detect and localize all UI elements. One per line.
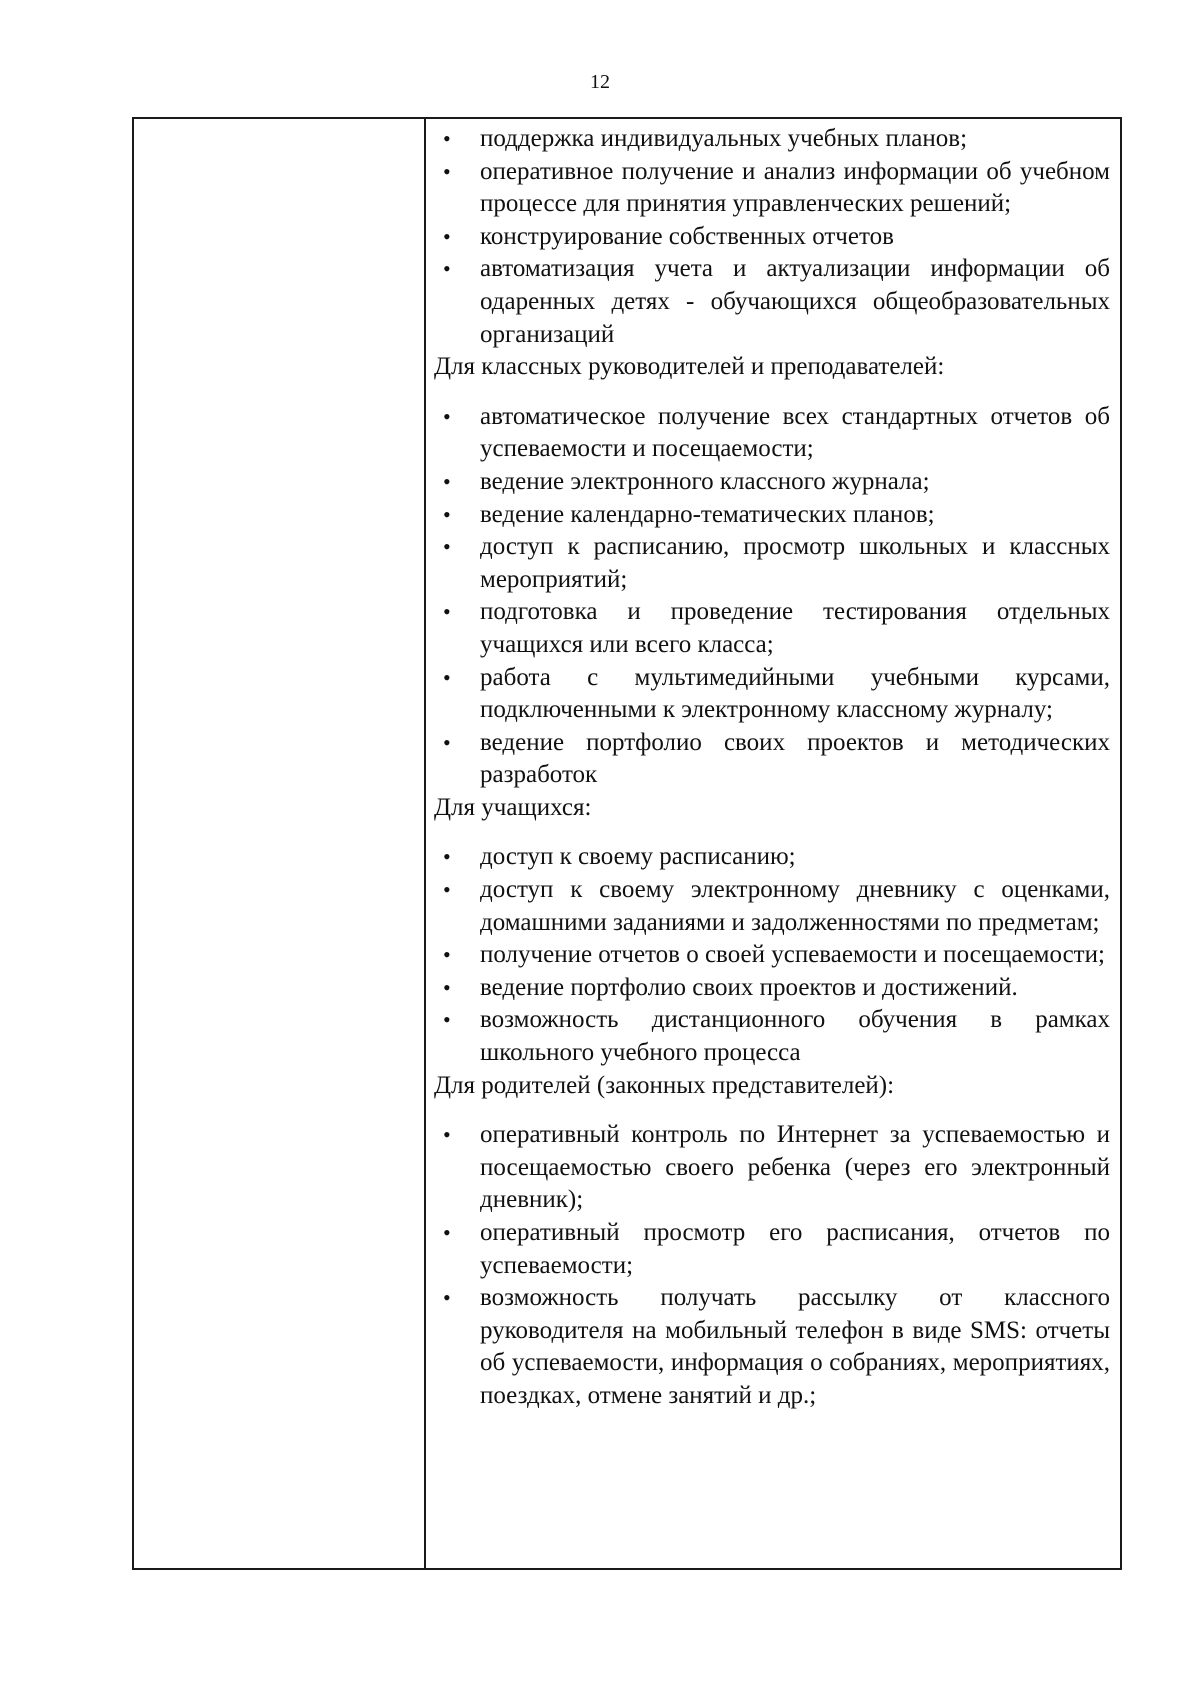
bullet-icon: • — [443, 1285, 451, 1311]
list-item-text: поддержка индивидуальных учебных планов; — [480, 125, 968, 152]
bullet-icon: • — [443, 468, 451, 494]
bullet-icon: • — [443, 664, 451, 690]
bullet-icon: • — [443, 942, 451, 968]
list-item — [434, 156, 1110, 221]
list-item-text: автоматическое получение всех стандартных отчетов об успеваемости и посещаемости; — [480, 402, 1110, 463]
bullet-list — [434, 1119, 1110, 1412]
bullet-list — [434, 123, 1110, 351]
list-item — [434, 466, 1110, 499]
list-item-text: ведение электронного классного журнала; — [480, 467, 930, 495]
list-item-text: ведение календарно-тематических планов; — [480, 500, 935, 528]
list-item — [434, 1119, 1110, 1217]
bullet-icon: • — [443, 534, 451, 560]
bullet-icon: • — [443, 844, 451, 870]
bullet-icon: • — [443, 403, 451, 429]
bullet-icon: • — [443, 599, 451, 625]
bullet-icon: • — [443, 1220, 451, 1245]
list-item — [434, 1217, 1110, 1282]
list-item — [434, 939, 1110, 972]
list-item — [434, 1282, 1110, 1412]
list-item — [434, 662, 1110, 727]
section-title: Для учащихся: — [434, 793, 592, 821]
list-item-text: ведение портфолио своих проектов и методических разработок — [480, 728, 1110, 789]
list-item — [434, 401, 1110, 466]
bullet-icon: • — [443, 1122, 451, 1148]
list-item — [434, 253, 1110, 351]
list-item — [434, 596, 1110, 661]
list-item-text: доступ к расписанию, просмотр школьных и классных мероприятий; — [480, 533, 1110, 593]
bullet-icon: • — [443, 126, 451, 151]
list-item-text: работа с мультимедийными учебными курсами, подключенными к электронному классному журналу; — [480, 663, 1110, 724]
list-item-text: доступ к своему электронному дневнику с оценками, домашними заданиями и задолженностями по предметам; — [480, 876, 1110, 936]
list-item-text: возможность дистанционного обучения в рамках школьного учебного процесса — [480, 1006, 1110, 1067]
list-item — [434, 531, 1110, 596]
bullet-icon: • — [443, 256, 451, 282]
document-table — [132, 117, 1122, 1570]
list-item-text: оперативное получение и анализ информации об учебном процессе для принятия управленческих решений; — [480, 157, 1110, 218]
bullet-icon: • — [443, 223, 451, 249]
list-item-text: конструирование собственных отчетов — [480, 222, 894, 250]
bullet-list — [434, 841, 1110, 1069]
bullet-icon: • — [443, 974, 451, 1000]
table-right-cell — [426, 119, 1120, 1568]
table-left-cell — [134, 119, 426, 1568]
page-number: 12 — [590, 71, 610, 93]
section-title: Для классных руководителей и преподавателей: — [434, 353, 945, 381]
list-item-text: возможность получать рассылку от классного руководителя на мобильный телефон в виде SMS: отчеты об успеваемости, информация о собраниях, мероприятиях, поездках, отмене занятий и др.; — [480, 1284, 1110, 1409]
list-item — [434, 123, 1110, 156]
bullet-icon: • — [443, 501, 451, 527]
list-item-text: доступ к своему расписанию; — [480, 843, 796, 871]
list-item-text: получение отчетов о своей успеваемости и посещаемости; — [480, 941, 1105, 969]
list-item — [434, 841, 1110, 874]
list-item-text: автоматизация учета и актуализации информации об одаренных детях - обучающихся общеобразовательных организаций — [480, 255, 1110, 348]
bullet-icon: • — [443, 1007, 451, 1033]
list-item-text: подготовка и проведение тестирования отдельных учащихся или всего класса; — [480, 598, 1110, 658]
list-item — [434, 874, 1110, 939]
list-item — [434, 499, 1110, 532]
list-item-text: оперативный контроль по Интернет за успеваемостью и посещаемостью своего ребенка (через его электронный дневник); — [480, 1121, 1110, 1214]
bullet-icon: • — [443, 877, 451, 903]
bullet-icon: • — [443, 158, 451, 184]
list-item-text: ведение портфолио своих проектов и достижений. — [480, 973, 1018, 1001]
list-item — [434, 221, 1110, 254]
list-item — [434, 727, 1110, 792]
bullet-list — [434, 401, 1110, 792]
section-title: Для родителей (законных представителей): — [434, 1071, 895, 1099]
list-item — [434, 1004, 1110, 1069]
list-item-text: оперативный просмотр его расписания, отчетов по успеваемости; — [480, 1219, 1110, 1279]
list-item — [434, 972, 1110, 1005]
bullet-icon: • — [443, 729, 451, 755]
